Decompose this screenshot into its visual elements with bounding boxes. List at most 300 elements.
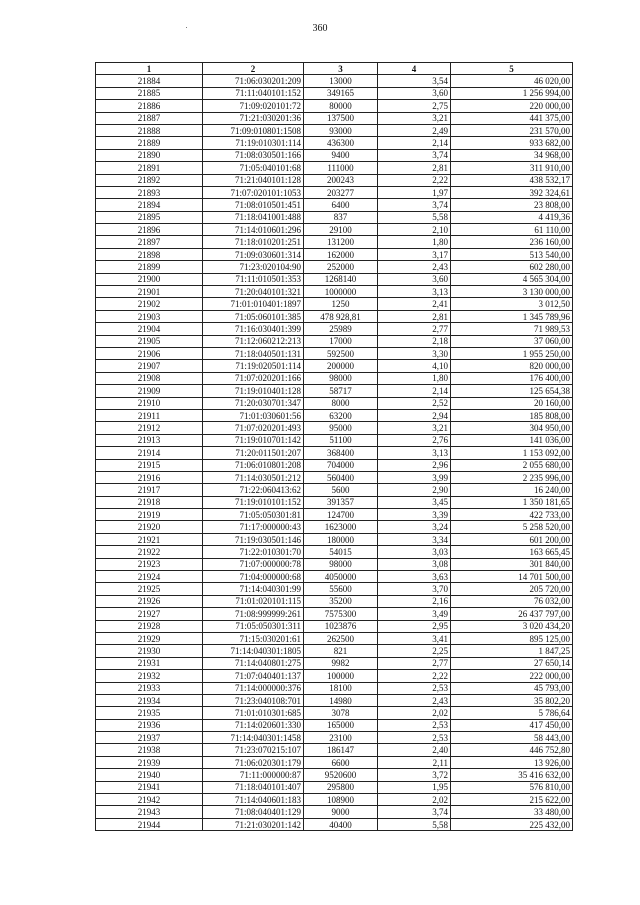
cadastral-number-cell: 71:15:030201:61 [203,632,304,644]
rate-cell: 2,22 [378,174,451,186]
table-row [96,100,573,112]
area-cell: 18100 [304,682,378,694]
cadastral-number-cell: 71:14:040301:1458 [203,732,304,744]
row-number-cell: 21915 [96,459,203,471]
table-row [96,719,573,731]
row-number-cell: 21911 [96,409,203,421]
amount-cell: 23 808,00 [451,199,573,211]
cadastral-number-cell: 71:06:010801:208 [203,459,304,471]
amount-cell: 141 036,00 [451,434,573,446]
row-number-cell: 21902 [96,298,203,310]
rate-cell: 3,74 [378,149,451,161]
cadastral-number-cell: 71:11:000000:87 [203,769,304,781]
area-cell: 349165 [304,87,378,99]
amount-cell: 895 125,00 [451,632,573,644]
table-row [96,670,573,682]
table-row [96,323,573,335]
area-cell: 9520600 [304,769,378,781]
rate-cell: 3,21 [378,422,451,434]
amount-cell: 220 000,00 [451,100,573,112]
cadastral-number-cell: 71:18:040501:131 [203,347,304,359]
table-row [96,447,573,459]
amount-cell: 1 350 181,65 [451,496,573,508]
amount-cell: 933 682,00 [451,137,573,149]
rate-cell: 2,53 [378,732,451,744]
area-cell: 93000 [304,124,378,136]
rate-cell: 1,97 [378,186,451,198]
cadastral-number-cell: 71:07:040401:137 [203,670,304,682]
row-number-cell: 21895 [96,211,203,223]
row-number-cell: 21906 [96,347,203,359]
area-cell: 98000 [304,558,378,570]
rate-cell: 2,22 [378,670,451,682]
row-number-cell: 21930 [96,645,203,657]
table-row [96,583,573,595]
row-number-cell: 21941 [96,781,203,793]
amount-cell: 71 989,53 [451,323,573,335]
area-cell: 95000 [304,422,378,434]
cadastral-number-cell: 71:23:040108:701 [203,694,304,706]
amount-cell: 222 000,00 [451,670,573,682]
row-number-cell: 21890 [96,149,203,161]
amount-cell: 61 110,00 [451,224,573,236]
cadastral-number-cell: 71:07:000000:78 [203,558,304,570]
amount-cell: 163 665,45 [451,546,573,558]
amount-cell: 301 840,00 [451,558,573,570]
cadastral-number-cell: 71:05:050301:81 [203,509,304,521]
cadastral-number-cell: 71:18:041001:488 [203,211,304,223]
table-row [96,744,573,756]
area-cell: 6400 [304,199,378,211]
amount-cell: 20 160,00 [451,397,573,409]
rate-cell: 2,94 [378,409,451,421]
row-number-cell: 21903 [96,310,203,322]
area-cell: 252000 [304,261,378,273]
rate-cell: 4,10 [378,360,451,372]
area-cell: 8000 [304,397,378,409]
area-cell: 124700 [304,509,378,521]
area-cell: 200000 [304,360,378,372]
row-number-cell: 21919 [96,509,203,521]
row-number-cell: 21944 [96,818,203,830]
amount-cell: 3 012,50 [451,298,573,310]
amount-cell: 231 570,00 [451,124,573,136]
amount-cell: 2 235 996,00 [451,471,573,483]
table-row [96,645,573,657]
area-cell: 821 [304,645,378,657]
area-cell: 837 [304,211,378,223]
rate-cell: 2,77 [378,323,451,335]
table-row [96,422,573,434]
cadastral-number-cell: 71:14:010601:296 [203,224,304,236]
table-row [96,186,573,198]
amount-cell: 1 153 092,00 [451,447,573,459]
amount-cell: 33 480,00 [451,806,573,818]
table-row [96,732,573,744]
row-number-cell: 21916 [96,471,203,483]
rate-cell: 2,43 [378,694,451,706]
table-row [96,347,573,359]
amount-cell: 37 060,00 [451,335,573,347]
table-row [96,558,573,570]
area-cell: 704000 [304,459,378,471]
row-number-cell: 21922 [96,546,203,558]
row-number-cell: 21896 [96,224,203,236]
row-number-cell: 21925 [96,583,203,595]
area-cell: 1268140 [304,273,378,285]
area-cell: 180000 [304,533,378,545]
cadastral-number-cell: 71:11:040101:152 [203,87,304,99]
rate-cell: 5,58 [378,211,451,223]
cadastral-number-cell: 71:01:010401:1897 [203,298,304,310]
table-row [96,496,573,508]
area-cell: 35200 [304,595,378,607]
rate-cell: 2,18 [378,335,451,347]
data-table [95,62,573,831]
rate-cell: 2,53 [378,719,451,731]
column-header-3: 3 [304,63,378,75]
row-number-cell: 21933 [96,682,203,694]
rate-cell: 2,81 [378,310,451,322]
rate-cell: 2,16 [378,595,451,607]
cadastral-number-cell: 71:21:030201:36 [203,112,304,124]
area-cell: 40400 [304,818,378,830]
row-number-cell: 21940 [96,769,203,781]
row-number-cell: 21935 [96,707,203,719]
rate-cell: 3,49 [378,608,451,620]
row-number-cell: 21934 [96,694,203,706]
row-number-cell: 21942 [96,794,203,806]
rate-cell: 3,74 [378,199,451,211]
table-row [96,409,573,421]
cadastral-number-cell: 71:22:060413:62 [203,484,304,496]
area-cell: 14980 [304,694,378,706]
rate-cell: 2,40 [378,744,451,756]
amount-cell: 35 802,20 [451,694,573,706]
table-row [96,224,573,236]
area-cell: 295800 [304,781,378,793]
rate-cell: 3,13 [378,447,451,459]
rate-cell: 2,10 [378,224,451,236]
cadastral-number-cell: 71:07:020101:1053 [203,186,304,198]
cadastral-number-cell: 71:23:070215:107 [203,744,304,756]
row-number-cell: 21914 [96,447,203,459]
cadastral-number-cell: 71:09:030601:314 [203,248,304,260]
area-cell: 100000 [304,670,378,682]
row-number-cell: 21929 [96,632,203,644]
area-cell: 58717 [304,385,378,397]
area-cell: 98000 [304,372,378,384]
cadastral-number-cell: 71:12:060212:213 [203,335,304,347]
amount-cell: 34 968,00 [451,149,573,161]
amount-cell: 176 400,00 [451,372,573,384]
amount-cell: 5 786,64 [451,707,573,719]
cadastral-number-cell: 71:14:040801:275 [203,657,304,669]
area-cell: 25989 [304,323,378,335]
area-cell: 23100 [304,732,378,744]
cadastral-number-cell: 71:19:030501:146 [203,533,304,545]
amount-cell: 1 345 789,96 [451,310,573,322]
area-cell: 29100 [304,224,378,236]
rate-cell: 3,60 [378,273,451,285]
cadastral-number-cell: 71:20:030701:347 [203,397,304,409]
rate-cell: 3,30 [378,347,451,359]
amount-cell: 446 752,80 [451,744,573,756]
rate-cell: 2,90 [378,484,451,496]
rate-cell: 2,77 [378,657,451,669]
area-cell: 162000 [304,248,378,260]
cadastral-number-cell: 71:19:010701:142 [203,434,304,446]
area-cell: 9400 [304,149,378,161]
amount-cell: 3 020 434,20 [451,620,573,632]
rate-cell: 2,43 [378,261,451,273]
table-header-row [96,63,573,75]
area-cell: 165000 [304,719,378,731]
area-cell: 7575300 [304,608,378,620]
table-row [96,533,573,545]
table-row [96,372,573,384]
row-number-cell: 21923 [96,558,203,570]
row-number-cell: 21907 [96,360,203,372]
rate-cell: 3,60 [378,87,451,99]
row-number-cell: 21932 [96,670,203,682]
cadastral-number-cell: 71:19:010101:152 [203,496,304,508]
row-number-cell: 21897 [96,236,203,248]
amount-cell: 27 650,14 [451,657,573,669]
amount-cell: 16 240,00 [451,484,573,496]
row-number-cell: 21927 [96,608,203,620]
table-row [96,273,573,285]
row-number-cell: 21887 [96,112,203,124]
cadastral-number-cell: 71:01:010301:685 [203,707,304,719]
rate-cell: 3,74 [378,806,451,818]
table-row [96,286,573,298]
rate-cell: 2,14 [378,137,451,149]
cadastral-number-cell: 71:21:030201:142 [203,818,304,830]
amount-cell: 215 622,00 [451,794,573,806]
rate-cell: 3,21 [378,112,451,124]
cadastral-number-cell: 71:01:030601:56 [203,409,304,421]
area-cell: 368400 [304,447,378,459]
area-cell: 137500 [304,112,378,124]
amount-cell: 35 416 632,00 [451,769,573,781]
cadastral-number-cell: 71:19:010301:114 [203,137,304,149]
cadastral-number-cell: 71:19:020501:114 [203,360,304,372]
cadastral-number-cell: 71:19:010401:128 [203,385,304,397]
table-row [96,571,573,583]
table-row [96,546,573,558]
row-number-cell: 21886 [96,100,203,112]
area-cell: 1023876 [304,620,378,632]
scan-speck [186,27,187,28]
cadastral-number-cell: 71:01:020101:115 [203,595,304,607]
table-row [96,657,573,669]
table-row [96,310,573,322]
cadastral-number-cell: 71:14:040301:1805 [203,645,304,657]
amount-cell: 3 130 000,00 [451,286,573,298]
cadastral-number-cell: 71:08:040401:129 [203,806,304,818]
row-number-cell: 21928 [96,620,203,632]
cadastral-number-cell: 71:18:010201:251 [203,236,304,248]
rate-cell: 5,58 [378,818,451,830]
area-cell: 5600 [304,484,378,496]
cadastral-number-cell: 71:23:020104:90 [203,261,304,273]
row-number-cell: 21939 [96,756,203,768]
rate-cell: 3,45 [378,496,451,508]
table-row [96,162,573,174]
area-cell: 1623000 [304,521,378,533]
rate-cell: 2,52 [378,397,451,409]
cadastral-number-cell: 71:20:011501:207 [203,447,304,459]
amount-cell: 45 793,00 [451,682,573,694]
amount-cell: 576 810,00 [451,781,573,793]
table-row [96,707,573,719]
row-number-cell: 21900 [96,273,203,285]
table-row [96,248,573,260]
area-cell: 54015 [304,546,378,558]
area-cell: 1000000 [304,286,378,298]
area-cell: 9982 [304,657,378,669]
area-cell: 592500 [304,347,378,359]
area-cell: 560400 [304,471,378,483]
table-row [96,781,573,793]
page-number: 360 [312,23,328,34]
cadastral-number-cell: 71:05:060101:385 [203,310,304,322]
cadastral-number-cell: 71:22:010301:70 [203,546,304,558]
table-row [96,632,573,644]
table-row [96,620,573,632]
row-number-cell: 21943 [96,806,203,818]
row-number-cell: 21937 [96,732,203,744]
row-number-cell: 21885 [96,87,203,99]
amount-cell: 13 926,00 [451,756,573,768]
amount-cell: 205 720,00 [451,583,573,595]
rate-cell: 3,03 [378,546,451,558]
cadastral-number-cell: 71:14:040601:183 [203,794,304,806]
row-number-cell: 21910 [96,397,203,409]
row-number-cell: 21909 [96,385,203,397]
row-number-cell: 21901 [96,286,203,298]
row-number-cell: 21899 [96,261,203,273]
cadastral-number-cell: 71:14:000000:376 [203,682,304,694]
rate-cell: 2,95 [378,620,451,632]
amount-cell: 14 701 500,00 [451,571,573,583]
row-number-cell: 21905 [96,335,203,347]
row-number-cell: 21891 [96,162,203,174]
cadastral-number-cell: 71:06:030201:209 [203,75,304,87]
table-row [96,211,573,223]
rate-cell: 2,41 [378,298,451,310]
table-row [96,595,573,607]
table-row [96,459,573,471]
table-row [96,199,573,211]
area-cell: 131200 [304,236,378,248]
amount-cell: 304 950,00 [451,422,573,434]
cadastral-number-cell: 71:17:000000:43 [203,521,304,533]
area-cell: 200243 [304,174,378,186]
rate-cell: 2,02 [378,707,451,719]
row-number-cell: 21913 [96,434,203,446]
area-cell: 80000 [304,100,378,112]
amount-cell: 311 910,00 [451,162,573,174]
row-number-cell: 21904 [96,323,203,335]
area-cell: 262500 [304,632,378,644]
amount-cell: 5 258 520,00 [451,521,573,533]
cadastral-number-cell: 71:14:040301:99 [203,583,304,595]
amount-cell: 185 808,00 [451,409,573,421]
rate-cell: 3,24 [378,521,451,533]
rate-cell: 3,39 [378,509,451,521]
amount-cell: 1 847,25 [451,645,573,657]
column-header-1: 1 [96,63,203,75]
row-number-cell: 21893 [96,186,203,198]
area-cell: 4050000 [304,571,378,583]
column-header-2: 2 [203,63,304,75]
row-number-cell: 21924 [96,571,203,583]
row-number-cell: 21889 [96,137,203,149]
rate-cell: 3,34 [378,533,451,545]
area-cell: 203277 [304,186,378,198]
table-row [96,682,573,694]
rate-cell: 3,72 [378,769,451,781]
amount-cell: 438 532,17 [451,174,573,186]
amount-cell: 4 565 304,00 [451,273,573,285]
rate-cell: 2,02 [378,794,451,806]
amount-cell: 4 419,36 [451,211,573,223]
row-number-cell: 21884 [96,75,203,87]
row-number-cell: 21908 [96,372,203,384]
table-row [96,434,573,446]
area-cell: 17000 [304,335,378,347]
cadastral-number-cell: 71:20:040101:321 [203,286,304,298]
row-number-cell: 21921 [96,533,203,545]
area-cell: 51100 [304,434,378,446]
column-header-5: 5 [451,63,573,75]
table-row [96,75,573,87]
amount-cell: 1 256 994,00 [451,87,573,99]
amount-cell: 417 450,00 [451,719,573,731]
row-number-cell: 21912 [96,422,203,434]
cadastral-number-cell: 71:14:020601:330 [203,719,304,731]
table-row [96,471,573,483]
row-number-cell: 21888 [96,124,203,136]
cadastral-number-cell: 71:18:040101:407 [203,781,304,793]
cadastral-number-cell: 71:08:999999:261 [203,608,304,620]
cadastral-number-cell: 71:21:040101:128 [203,174,304,186]
rate-cell: 3,17 [378,248,451,260]
area-cell: 436300 [304,137,378,149]
cadastral-number-cell: 71:09:020101:72 [203,100,304,112]
table-row [96,87,573,99]
cadastral-number-cell: 71:07:020201:166 [203,372,304,384]
amount-cell: 601 200,00 [451,533,573,545]
amount-cell: 2 055 680,00 [451,459,573,471]
area-cell: 55600 [304,583,378,595]
amount-cell: 441 375,00 [451,112,573,124]
rate-cell: 2,11 [378,756,451,768]
column-header-4: 4 [378,63,451,75]
row-number-cell: 21917 [96,484,203,496]
cadastral-number-cell: 71:08:010501:451 [203,199,304,211]
area-cell: 63200 [304,409,378,421]
table-row [96,806,573,818]
cadastral-number-cell: 71:05:050301:311 [203,620,304,632]
row-number-cell: 21898 [96,248,203,260]
amount-cell: 513 540,00 [451,248,573,260]
rate-cell: 3,63 [378,571,451,583]
amount-cell: 76 032,00 [451,595,573,607]
cadastral-number-cell: 71:09:010801:1508 [203,124,304,136]
